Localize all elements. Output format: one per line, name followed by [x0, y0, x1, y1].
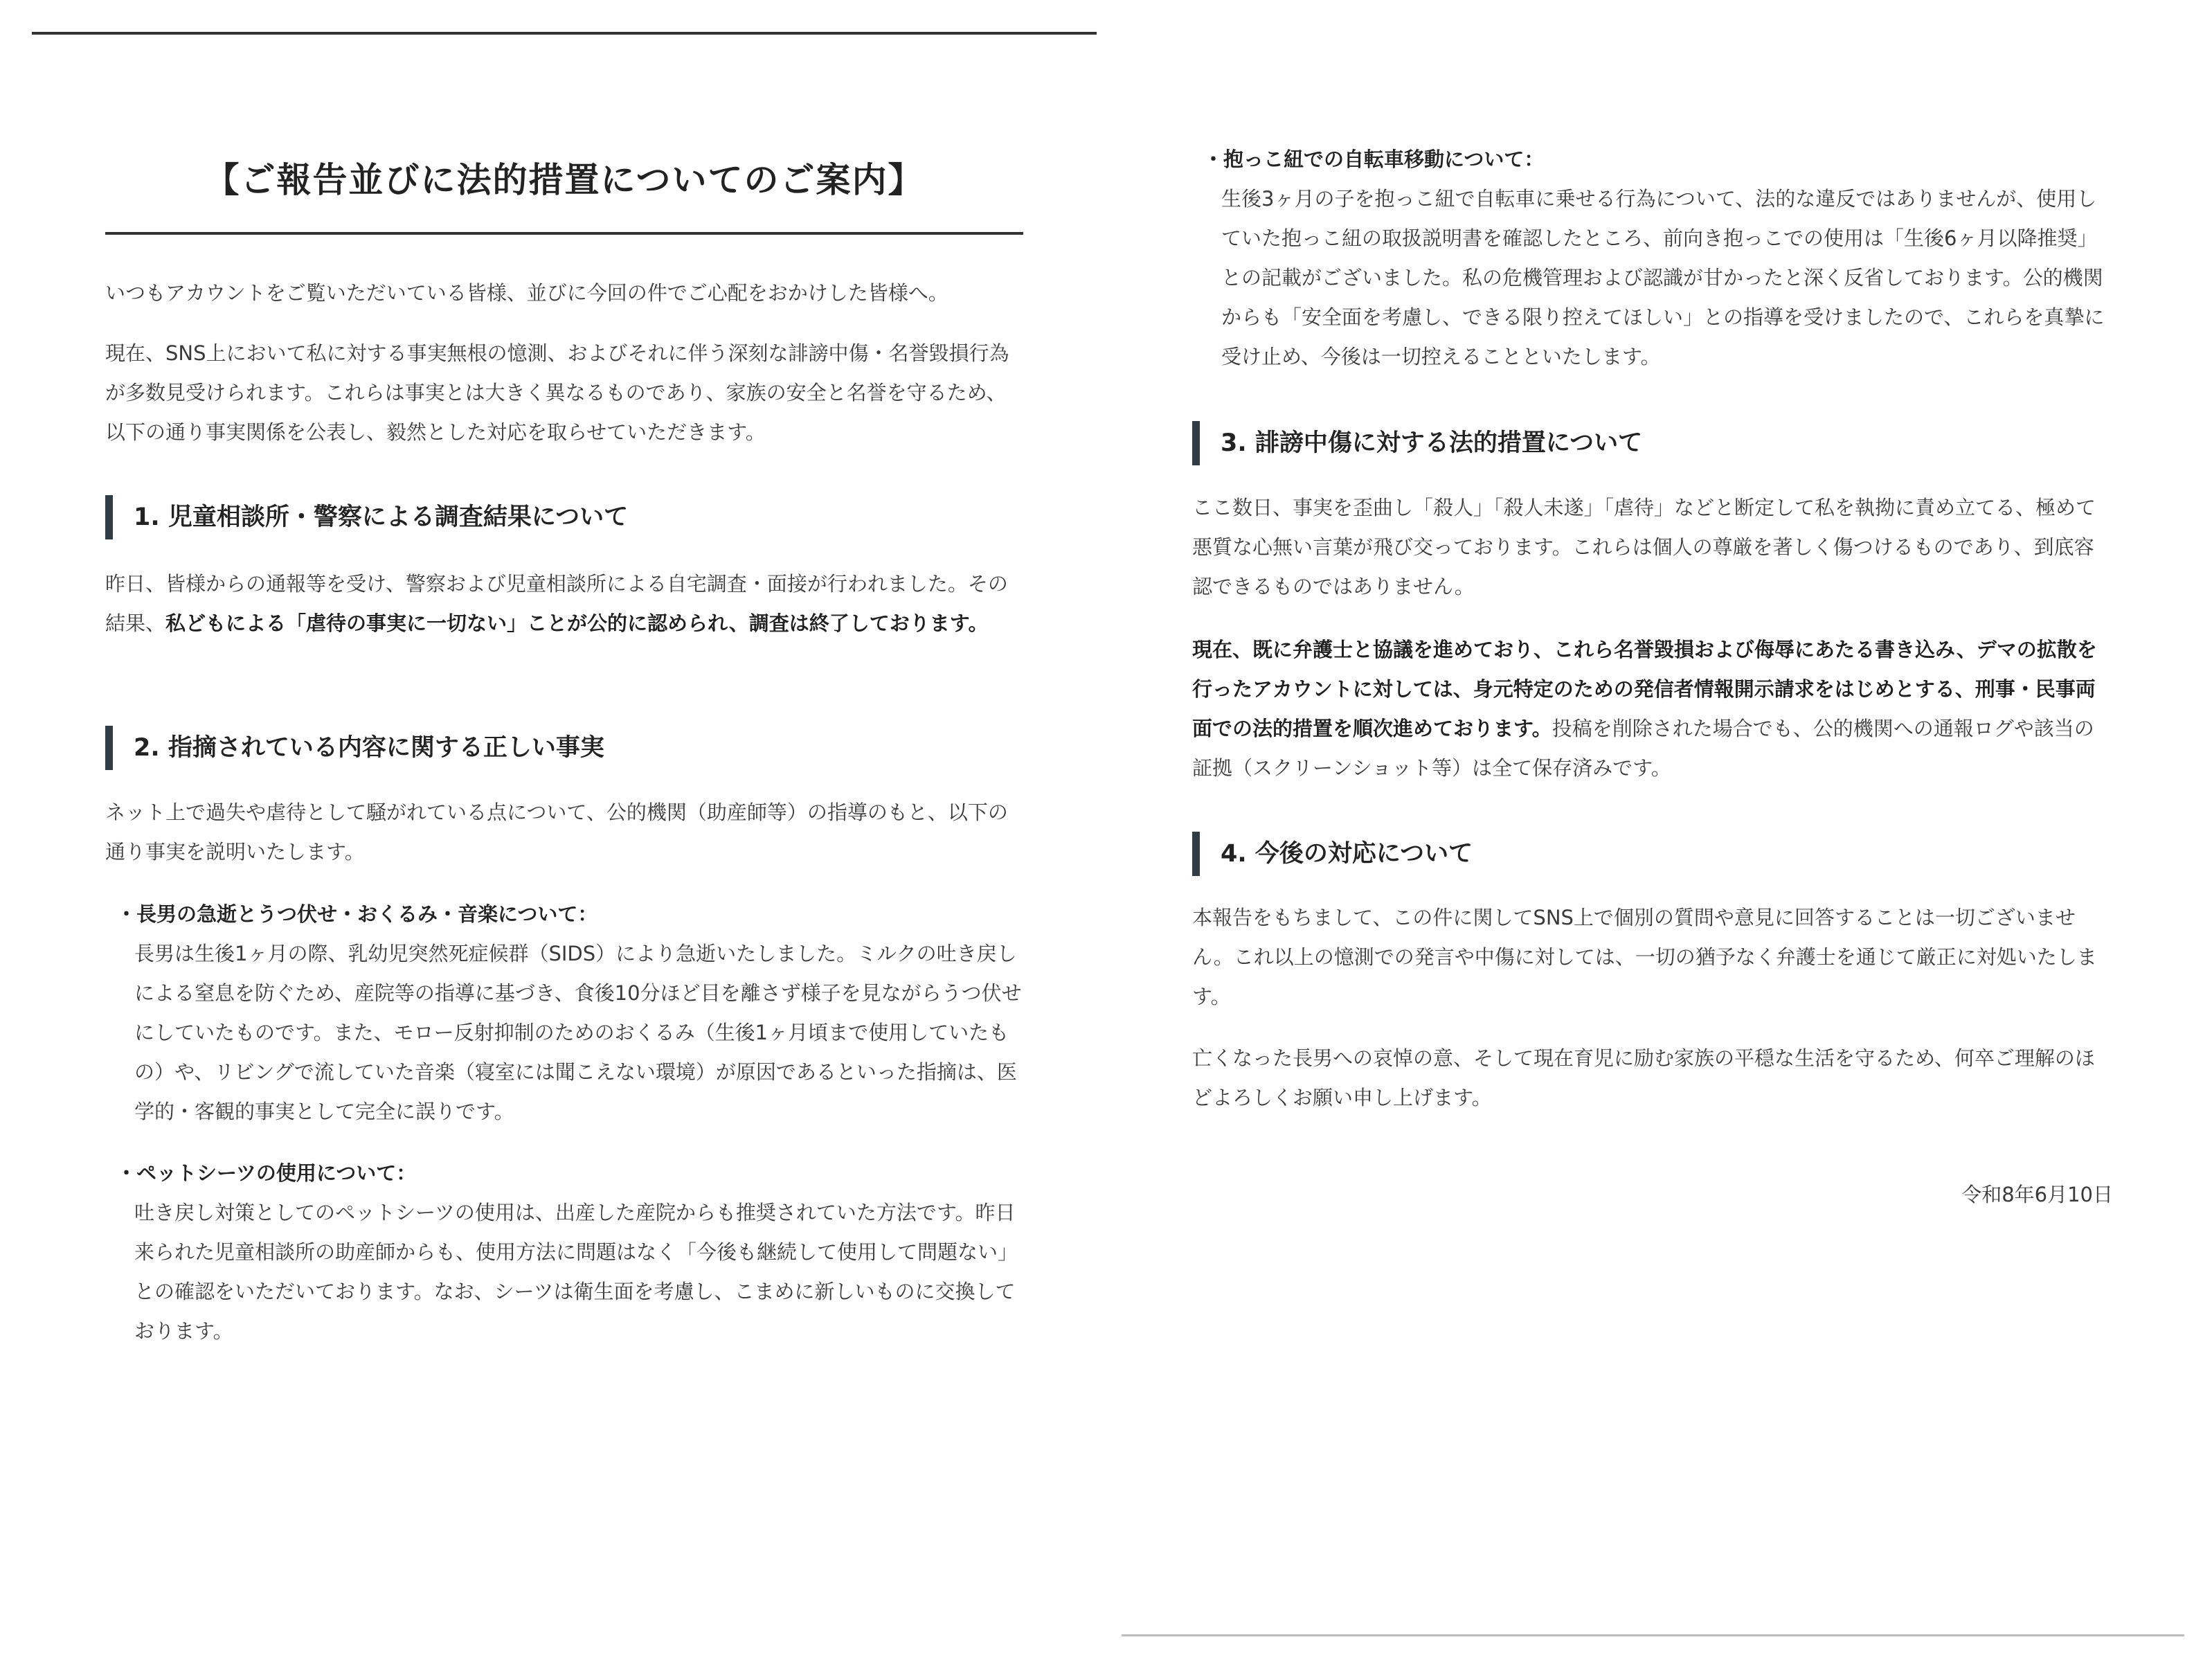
bullet-body-infant-death: 長男は生後1ヶ月の際、乳幼児突然死症候群（SIDS）により急逝いたしました。ミルクの吐き戻しによる窒息を防ぐため、産院等の指導に基づき、食後10分ほど目を離さず様子を見ながらうつ伏せにしていたものです。また、モロー反射抑制のためのおくるみ（生後1ヶ月頃まで使用していたもの）や、リビングで流していた音楽（寝室には聞こえない環境）が原因であるといった指摘は、医学的・客観的事実として完全に誤りです。 [134, 942, 1022, 1123]
section-3-paragraph-1: ここ数日、事実を歪曲し「殺人」「殺人未遂」「虐待」などと断定して私を執拗に責め立てる、極めて悪質な心無い言葉が飛び交っております。これらは個人の尊厳を著しく傷つけるものであり、到底容認できるものではありません。 [1192, 496, 2096, 598]
top-divider [32, 32, 1097, 35]
section-1-heading: 1. 児童相談所・警察による調査結果について [105, 495, 1020, 539]
section-3-text: 投稿を削除された場合でも、公的機関への通報ログや該当の証拠（スクリーンショット等）は全て保存済みです。 [1192, 717, 2094, 780]
greeting-paragraph: いつもアカウントをご覧いただいている皆様、並びに今回の件でご心配をおかけした皆様へ。 [105, 281, 948, 305]
section-2-heading: 2. 指摘されている内容に関する正しい事実 [105, 726, 1020, 770]
bottom-divider [1122, 1634, 2184, 1636]
section-1-text: 昨日、皆様からの通報等を受け、警察および児童相談所による自宅調査・面接が行われました。その結果、 [105, 572, 1008, 635]
bullet-title-infant-death: ・長男の急逝とうつ伏せ・おくるみ・音楽について： [116, 902, 598, 926]
bullet-body-pet-sheets: 吐き戻し対策としてのペットシーツの使用は、出産した産院からも推奨されていた方法です。昨日来られた児童相談所の助産師からも、使用方法に問題はなく「今後も継続して使用して問題ない」との確認をいただいております。なお、シーツは衛生面を考慮し、こまめに新しいものに交換しております。 [134, 1201, 1018, 1343]
section-4-paragraph-2: 亡くなった長男への哀悼の意、そして現在育児に励む家族の平穏な生活を守るため、何卒ご理解のほどよろしくお願い申し上げます。 [1192, 1046, 2095, 1109]
document-date: 令和8年6月10日 [1961, 1183, 2113, 1206]
title-underline [105, 232, 1023, 235]
section-3-heading: 3. 誹謗中傷に対する法的措置について [1192, 421, 2107, 465]
section-1-paragraph [105, 564, 1023, 643]
document-title: 【ご報告並びに法的措置についてのご案内】 [204, 160, 924, 200]
section-4-paragraph-1: 本報告をもちまして、この件に関してSNS上で個別の質問や意見に回答することは一切ございません。これ以上の憶測での発言や中傷に対しては、一切の猶予なく弁護士を通じて厳正に対処いたします。 [1192, 906, 2097, 1008]
bullet-title-pet-sheets: ・ペットシーツの使用について： [116, 1161, 417, 1185]
section-1-bold-text: 私どもによる「虐待の事実に一切ない」ことが公的に認められ、調査は終了しております。 [165, 611, 989, 635]
intro-paragraph: 現在、SNS上において私に対する事実無根の憶測、およびそれに伴う深刻な誹謗中傷・名誉毀損行為が多数見受けられます。これらは事実とは大きく異なるものであり、家族の安全と名誉を守るため、以下の通り事実関係を公表し、毅然とした対応を取らせていただきます。 [105, 341, 1009, 444]
section-2-intro: ネット上で過失や虐待として騒がれている点について、公的機関（助産師等）の指導のもと、以下の通り事実を説明いたします。 [105, 801, 1008, 864]
bullet-body-bicycle: 生後3ヶ月の子を抱っこ紐で自転車に乗せる行為について、法的な違反ではありませんが、使用していた抱っこ紐の取扱説明書を確認したところ、前向き抱っこでの使用は「生後6ヶ月以降推奨」との記載がございました。私の危機管理および認識が甘かったと深く反省しております。公的機関からも「安全面を考慮し、できる限り控えてほしい」との指導を受けましたので、これらを真摯に受け止め、今後は一切控えることといたします。 [1221, 187, 2105, 368]
section-3-paragraph-2 [1192, 630, 2113, 788]
bullet-title-bicycle: ・抱っこ紐での自転車移動について： [1203, 148, 1545, 171]
section-4-heading: 4. 今後の対応について [1192, 832, 2107, 876]
section-3-bold-text: 現在、既に弁護士と協議を進めており、これら名誉毀損および侮辱にあたる書き込み、デマの拡散を行ったアカウントに対しては、身元特定のための発信者情報開示請求をはじめとする、刑事・民事両面での法的措置を順次進めております。 [1192, 638, 2097, 740]
